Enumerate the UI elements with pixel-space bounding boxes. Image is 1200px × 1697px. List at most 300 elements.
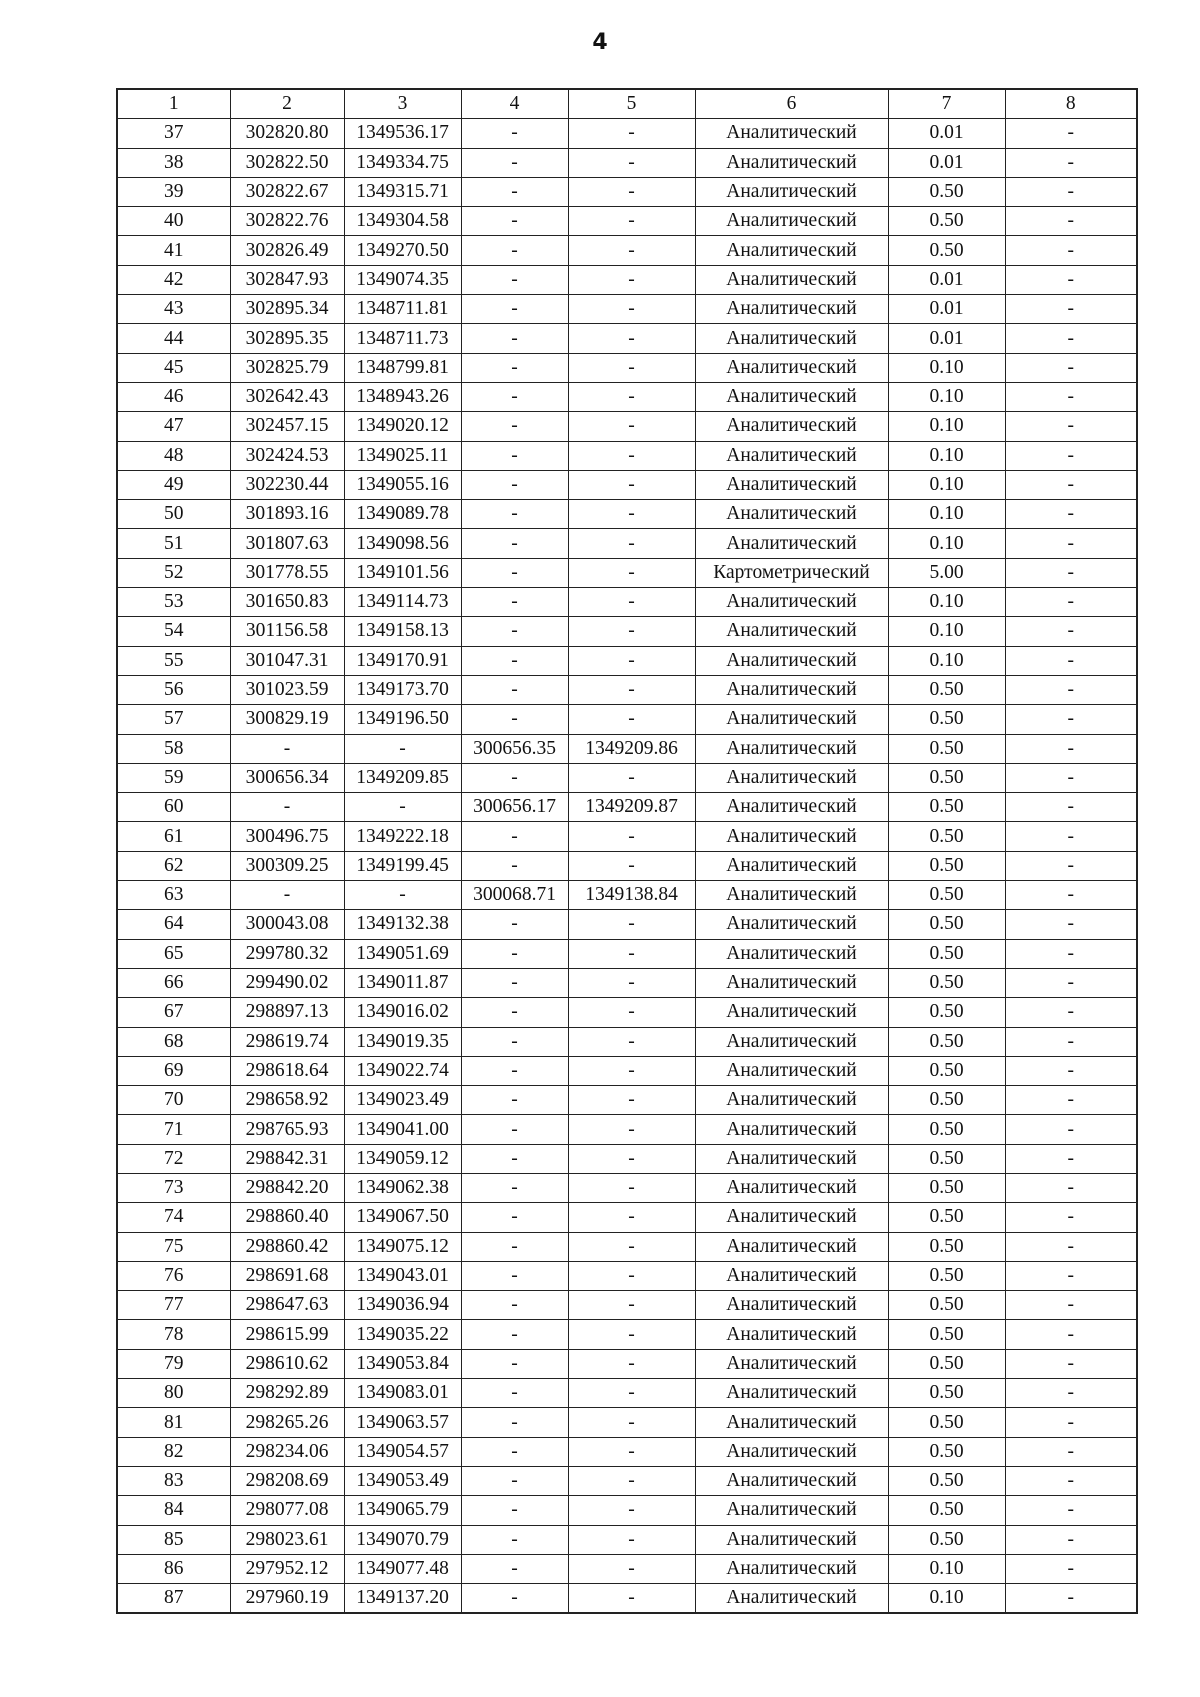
table-cell: 86	[117, 1554, 230, 1583]
table-cell: 302822.50	[230, 148, 344, 177]
table-row	[117, 1496, 1137, 1525]
table-cell: 65	[117, 939, 230, 968]
table-cell: 0.50	[888, 177, 1005, 206]
table-cell: -	[1005, 822, 1137, 851]
table-row	[117, 382, 1137, 411]
table-cell: 1349132.38	[344, 910, 461, 939]
table-cell: 301650.83	[230, 588, 344, 617]
table-cell: -	[461, 1144, 568, 1173]
table-cell: 57	[117, 705, 230, 734]
table-cell: 87	[117, 1584, 230, 1614]
table-cell: Аналитический	[695, 1496, 888, 1525]
table-cell: 302424.53	[230, 441, 344, 470]
table-cell: -	[568, 353, 695, 382]
table-cell: Аналитический	[695, 236, 888, 265]
table-cell: -	[1005, 763, 1137, 792]
table-cell: 0.50	[888, 1349, 1005, 1378]
table-cell: 1349062.38	[344, 1173, 461, 1202]
column-header: 1	[117, 89, 230, 119]
table-cell: -	[461, 646, 568, 675]
table-cell: -	[568, 265, 695, 294]
table-cell: Аналитический	[695, 1203, 888, 1232]
table-cell: 1349304.58	[344, 207, 461, 236]
table-row	[117, 295, 1137, 324]
table-cell: 0.10	[888, 353, 1005, 382]
table-cell: 0.50	[888, 822, 1005, 851]
table-cell: -	[568, 500, 695, 529]
table-cell: -	[461, 705, 568, 734]
table-cell: -	[568, 822, 695, 851]
table-cell: 298023.61	[230, 1525, 344, 1554]
table-cell: -	[461, 1554, 568, 1583]
table-row	[117, 675, 1137, 704]
table-row	[117, 558, 1137, 587]
table-cell: 67	[117, 998, 230, 1027]
table-cell: 48	[117, 441, 230, 470]
table-cell: -	[1005, 470, 1137, 499]
table-row	[117, 1437, 1137, 1466]
table-row	[117, 646, 1137, 675]
table-cell: Аналитический	[695, 1056, 888, 1085]
table-cell: 52	[117, 558, 230, 587]
table-cell: 0.50	[888, 910, 1005, 939]
table-cell: -	[568, 148, 695, 177]
table-cell: Аналитический	[695, 1320, 888, 1349]
table-row	[117, 1173, 1137, 1202]
table-cell: 66	[117, 968, 230, 997]
table-cell: 300496.75	[230, 822, 344, 851]
table-cell: 1349536.17	[344, 119, 461, 148]
table-cell: -	[1005, 236, 1137, 265]
table-cell: 302822.76	[230, 207, 344, 236]
table-row	[117, 998, 1137, 1027]
table-cell: -	[1005, 500, 1137, 529]
table-cell: -	[461, 998, 568, 1027]
table-cell: 49	[117, 470, 230, 499]
table-cell: 0.10	[888, 412, 1005, 441]
table-cell: 298842.31	[230, 1144, 344, 1173]
table-cell: -	[1005, 588, 1137, 617]
table-cell: -	[568, 1584, 695, 1614]
table-cell: Аналитический	[695, 1115, 888, 1144]
table-cell: 302847.93	[230, 265, 344, 294]
table-cell: -	[1005, 1349, 1137, 1378]
table-cell: -	[461, 470, 568, 499]
table-cell: 0.50	[888, 236, 1005, 265]
table-cell: -	[461, 500, 568, 529]
table-cell: -	[568, 1027, 695, 1056]
table-row	[117, 910, 1137, 939]
table-cell: 1349025.11	[344, 441, 461, 470]
column-header: 3	[344, 89, 461, 119]
table-cell: -	[1005, 734, 1137, 763]
table-cell: 0.01	[888, 148, 1005, 177]
table-cell: -	[568, 910, 695, 939]
table-cell: 1349065.79	[344, 1496, 461, 1525]
table-cell: -	[1005, 1261, 1137, 1290]
table-cell: 300656.35	[461, 734, 568, 763]
table-cell: 0.50	[888, 1466, 1005, 1495]
table-cell: 0.50	[888, 1144, 1005, 1173]
table-cell: Аналитический	[695, 500, 888, 529]
table-cell: 1349138.84	[568, 881, 695, 910]
table-row	[117, 119, 1137, 148]
table-cell: 1348943.26	[344, 382, 461, 411]
table-cell: -	[1005, 353, 1137, 382]
table-cell: -	[461, 822, 568, 851]
table-cell: 43	[117, 295, 230, 324]
table-cell: -	[461, 207, 568, 236]
table-cell: Аналитический	[695, 412, 888, 441]
table-cell: 0.01	[888, 119, 1005, 148]
table-cell: 298842.20	[230, 1173, 344, 1202]
table-cell: -	[1005, 910, 1137, 939]
table-cell: 1349199.45	[344, 851, 461, 880]
table-cell: Аналитический	[695, 1144, 888, 1173]
table-cell: 298615.99	[230, 1320, 344, 1349]
table-cell: Аналитический	[695, 1232, 888, 1261]
table-cell: -	[568, 1349, 695, 1378]
table-cell: 1348711.73	[344, 324, 461, 353]
table-cell: Аналитический	[695, 1349, 888, 1378]
table-cell: 0.50	[888, 881, 1005, 910]
table-cell: 1349098.56	[344, 529, 461, 558]
table-cell: 76	[117, 1261, 230, 1290]
table-cell: 51	[117, 529, 230, 558]
table-cell: -	[1005, 881, 1137, 910]
table-cell: 84	[117, 1496, 230, 1525]
table-cell: -	[461, 1584, 568, 1614]
table-cell: Аналитический	[695, 1086, 888, 1115]
table-cell: 1349209.87	[568, 793, 695, 822]
table-cell: 1349173.70	[344, 675, 461, 704]
table-cell: -	[568, 1554, 695, 1583]
table-cell: 1349036.94	[344, 1291, 461, 1320]
table-cell: -	[461, 588, 568, 617]
table-row	[117, 412, 1137, 441]
table-cell: 0.50	[888, 1203, 1005, 1232]
table-cell: 50	[117, 500, 230, 529]
table-cell: 73	[117, 1173, 230, 1202]
table-cell: 0.01	[888, 324, 1005, 353]
table-cell: -	[568, 1115, 695, 1144]
table-cell: 0.01	[888, 265, 1005, 294]
table-cell: -	[568, 382, 695, 411]
page-number: 4	[592, 30, 608, 55]
table-cell: Аналитический	[695, 1584, 888, 1614]
table-cell: 1349083.01	[344, 1379, 461, 1408]
table-cell: -	[568, 1261, 695, 1290]
table-cell: Аналитический	[695, 441, 888, 470]
table-row	[117, 177, 1137, 206]
table-cell: -	[1005, 148, 1137, 177]
table-cell: -	[461, 675, 568, 704]
table-cell: 1349067.50	[344, 1203, 461, 1232]
table-cell: -	[1005, 1525, 1137, 1554]
table-cell: -	[1005, 1173, 1137, 1202]
table-cell: 1349022.74	[344, 1056, 461, 1085]
table-cell: 0.50	[888, 1173, 1005, 1202]
table-cell: -	[568, 968, 695, 997]
table-cell: 0.10	[888, 470, 1005, 499]
table-row	[117, 851, 1137, 880]
table-cell: 302457.15	[230, 412, 344, 441]
table-cell: 1349023.49	[344, 1086, 461, 1115]
table-cell: -	[461, 529, 568, 558]
table-cell: 302822.67	[230, 177, 344, 206]
table-cell: Аналитический	[695, 1408, 888, 1437]
table-cell: -	[1005, 265, 1137, 294]
table-cell: -	[1005, 1144, 1137, 1173]
table-cell: Аналитический	[695, 1291, 888, 1320]
table-cell: -	[461, 1496, 568, 1525]
table-cell: Аналитический	[695, 207, 888, 236]
table-cell: -	[568, 324, 695, 353]
table-cell: 1349063.57	[344, 1408, 461, 1437]
table-cell: 0.50	[888, 705, 1005, 734]
table-cell: Аналитический	[695, 1554, 888, 1583]
table-cell: 0.50	[888, 998, 1005, 1027]
table-cell: 1349055.16	[344, 470, 461, 499]
table-cell: 1349035.22	[344, 1320, 461, 1349]
table-cell: -	[568, 617, 695, 646]
table-cell: 60	[117, 793, 230, 822]
table-cell: -	[1005, 1320, 1137, 1349]
table-cell: -	[461, 353, 568, 382]
table-row	[117, 1232, 1137, 1261]
table-cell: -	[461, 910, 568, 939]
table-cell: -	[1005, 177, 1137, 206]
table-cell: 302825.79	[230, 353, 344, 382]
table-cell: 1349019.35	[344, 1027, 461, 1056]
table-cell: 298234.06	[230, 1437, 344, 1466]
table-cell: -	[230, 793, 344, 822]
table-cell: 64	[117, 910, 230, 939]
table-cell: 1349170.91	[344, 646, 461, 675]
table-cell: -	[461, 1349, 568, 1378]
table-cell: -	[1005, 1086, 1137, 1115]
table-cell: 68	[117, 1027, 230, 1056]
table-cell: -	[568, 705, 695, 734]
table-cell: 1349315.71	[344, 177, 461, 206]
table-row	[117, 265, 1137, 294]
table-cell: 0.50	[888, 1320, 1005, 1349]
table-row	[117, 470, 1137, 499]
table-cell: 0.50	[888, 939, 1005, 968]
table-cell: 39	[117, 177, 230, 206]
column-header: 4	[461, 89, 568, 119]
table-cell: Аналитический	[695, 353, 888, 382]
table-cell: 0.50	[888, 207, 1005, 236]
table-row	[117, 968, 1137, 997]
table-cell: Аналитический	[695, 822, 888, 851]
table-cell: 79	[117, 1349, 230, 1378]
table-cell: -	[461, 1320, 568, 1349]
table-row	[117, 236, 1137, 265]
table-row	[117, 1320, 1137, 1349]
table-cell: 41	[117, 236, 230, 265]
table-cell: 1349077.48	[344, 1554, 461, 1583]
table-cell: -	[461, 295, 568, 324]
table-cell: 297960.19	[230, 1584, 344, 1614]
table-cell: 0.10	[888, 500, 1005, 529]
table-cell: Аналитический	[695, 1437, 888, 1466]
table-cell: 54	[117, 617, 230, 646]
table-cell: 0.50	[888, 1408, 1005, 1437]
table-cell: 1349020.12	[344, 412, 461, 441]
table-cell: 1349054.57	[344, 1437, 461, 1466]
table-cell: 1349114.73	[344, 588, 461, 617]
table-cell: -	[568, 588, 695, 617]
table-cell: 300068.71	[461, 881, 568, 910]
table-cell: 1348799.81	[344, 353, 461, 382]
column-header: 8	[1005, 89, 1137, 119]
table-cell: 0.50	[888, 675, 1005, 704]
column-header: 7	[888, 89, 1005, 119]
table-cell: 45	[117, 353, 230, 382]
table-cell: -	[461, 939, 568, 968]
table-cell: Аналитический	[695, 939, 888, 968]
table-cell: -	[1005, 412, 1137, 441]
table-cell: -	[1005, 1584, 1137, 1614]
table-row	[117, 1144, 1137, 1173]
table-cell: -	[1005, 529, 1137, 558]
table-cell: 1349016.02	[344, 998, 461, 1027]
table-cell: -	[461, 1203, 568, 1232]
table-cell: 301778.55	[230, 558, 344, 587]
table-cell: 298610.62	[230, 1349, 344, 1378]
table-cell: Аналитический	[695, 1466, 888, 1495]
table-cell: -	[1005, 1408, 1137, 1437]
table-cell: 299490.02	[230, 968, 344, 997]
table-cell: 1349209.86	[568, 734, 695, 763]
table-cell: 70	[117, 1086, 230, 1115]
table-cell: 1349334.75	[344, 148, 461, 177]
table-cell: Аналитический	[695, 998, 888, 1027]
table-row	[117, 1584, 1137, 1614]
table-cell: -	[1005, 646, 1137, 675]
table-cell: -	[568, 1203, 695, 1232]
table-cell: 74	[117, 1203, 230, 1232]
table-cell: 300043.08	[230, 910, 344, 939]
table-cell: 1349089.78	[344, 500, 461, 529]
table-cell: -	[568, 1291, 695, 1320]
table-cell: Аналитический	[695, 588, 888, 617]
table-cell: 78	[117, 1320, 230, 1349]
table-cell: 1349196.50	[344, 705, 461, 734]
table-cell: -	[461, 1086, 568, 1115]
table-cell: 0.10	[888, 529, 1005, 558]
table-cell: 77	[117, 1291, 230, 1320]
table-cell: -	[461, 1437, 568, 1466]
table-cell: -	[1005, 1291, 1137, 1320]
table-cell: 0.10	[888, 588, 1005, 617]
table-cell: 44	[117, 324, 230, 353]
table-cell: 298691.68	[230, 1261, 344, 1290]
table-cell: 301047.31	[230, 646, 344, 675]
table-cell: Аналитический	[695, 295, 888, 324]
table-cell: 302820.80	[230, 119, 344, 148]
table-cell: -	[1005, 382, 1137, 411]
table-row	[117, 705, 1137, 734]
table-cell: 38	[117, 148, 230, 177]
table-cell: -	[230, 881, 344, 910]
table-cell: -	[568, 1466, 695, 1495]
table-cell: -	[230, 734, 344, 763]
table-cell: -	[461, 236, 568, 265]
table-row	[117, 1408, 1137, 1437]
table-cell: -	[568, 1408, 695, 1437]
table-cell: Картометрический	[695, 558, 888, 587]
table-cell: 55	[117, 646, 230, 675]
table-cell: Аналитический	[695, 734, 888, 763]
table-cell: -	[461, 617, 568, 646]
table-cell: Аналитический	[695, 1027, 888, 1056]
table-cell: 37	[117, 119, 230, 148]
table-cell: -	[568, 646, 695, 675]
table-cell: -	[568, 1496, 695, 1525]
table-cell: -	[461, 1291, 568, 1320]
table-cell: 56	[117, 675, 230, 704]
table-row	[117, 1056, 1137, 1085]
table-cell: -	[568, 177, 695, 206]
table-cell: -	[1005, 1496, 1137, 1525]
table-cell: 0.50	[888, 763, 1005, 792]
table-cell: 0.50	[888, 1379, 1005, 1408]
table-cell: Аналитический	[695, 881, 888, 910]
table-cell: 46	[117, 382, 230, 411]
table-cell: -	[568, 295, 695, 324]
table-cell: 72	[117, 1144, 230, 1173]
table-row	[117, 763, 1137, 792]
table-cell: -	[1005, 1466, 1137, 1495]
table-cell: 0.10	[888, 1554, 1005, 1583]
table-cell: -	[461, 558, 568, 587]
table-cell: 1349222.18	[344, 822, 461, 851]
table-cell: Аналитический	[695, 1525, 888, 1554]
table-row	[117, 353, 1137, 382]
table-cell: -	[568, 412, 695, 441]
table-cell: -	[461, 851, 568, 880]
table-cell: 298647.63	[230, 1291, 344, 1320]
table-cell: 0.50	[888, 851, 1005, 880]
table-cell: Аналитический	[695, 851, 888, 880]
table-cell: -	[1005, 675, 1137, 704]
table-cell: Аналитический	[695, 617, 888, 646]
table-cell: -	[568, 441, 695, 470]
table-cell: -	[568, 1525, 695, 1554]
table-cell: -	[568, 763, 695, 792]
table-cell: -	[1005, 1437, 1137, 1466]
table-row	[117, 324, 1137, 353]
table-cell: 298208.69	[230, 1466, 344, 1495]
table-cell: 302642.43	[230, 382, 344, 411]
table-cell: -	[1005, 1203, 1137, 1232]
table-row	[117, 441, 1137, 470]
table-cell: 0.50	[888, 1086, 1005, 1115]
table-cell: 1349270.50	[344, 236, 461, 265]
table-row	[117, 1203, 1137, 1232]
table-cell: 0.50	[888, 1525, 1005, 1554]
table-row	[117, 793, 1137, 822]
table-cell: -	[461, 1056, 568, 1085]
table-row	[117, 1261, 1137, 1290]
table-cell: -	[461, 382, 568, 411]
table-cell: -	[568, 675, 695, 704]
table-cell: 71	[117, 1115, 230, 1144]
table-cell: 1349101.56	[344, 558, 461, 587]
table-cell: 0.10	[888, 646, 1005, 675]
